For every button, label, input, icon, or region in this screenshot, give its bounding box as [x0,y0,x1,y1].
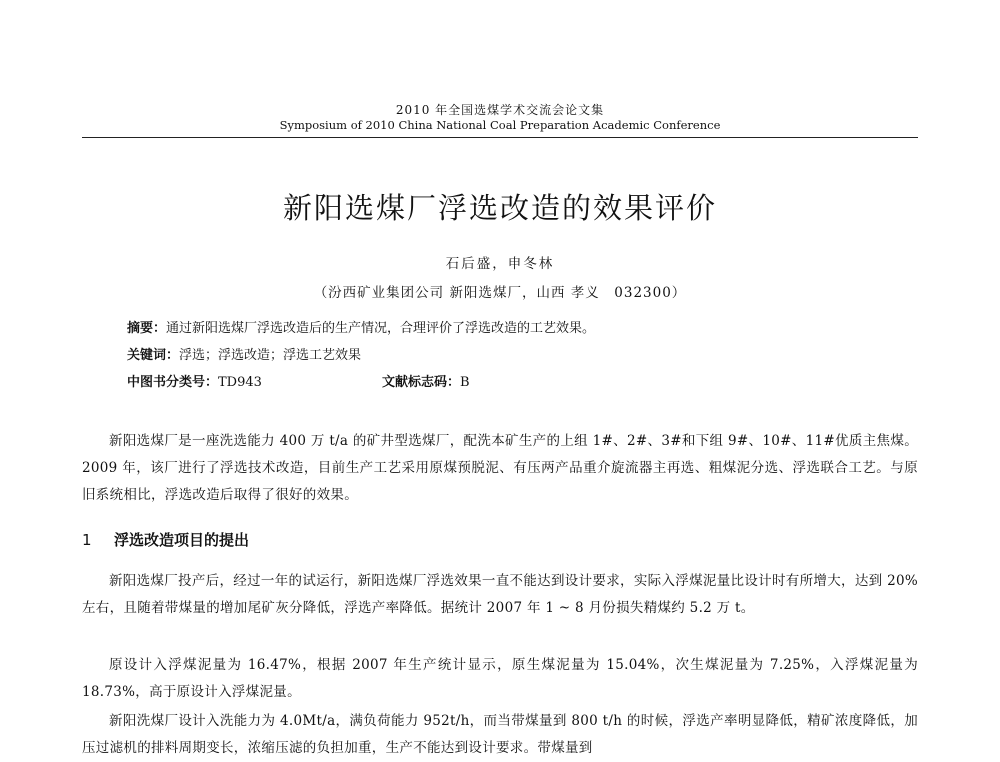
docmark-value: B [460,375,470,390]
running-header-english: Symposium of 2010 China National Coal Preparation Academic Conference [279,118,721,132]
paragraph-3: 新阳洗煤厂设计入洗能力为 4.0Mt/a，满负荷能力 952t/h，而当带煤量到 800 t/h 的时候，浮选产率明显降低，精矿浓度降低，加压过滤机的排料周期变长，浓缩压滤的负担加重，生产不能达到设计要求。带煤量到 [82,713,918,756]
keywords-line [127,347,361,365]
classification-line [127,374,470,392]
abstract-line [127,320,595,338]
keywords-label: 关键词： [127,348,180,363]
paragraph-2: 原设计入浮煤泥量为 16.47%，根据 2007 年生产统计显示，原生煤泥量为 15.04%，次生煤泥量为 7.25%，入浮煤泥量为 18.73%，高于原设计入浮煤泥量。 [82,657,918,700]
paper-title: 新阳选煤厂浮选改造的效果评价 [282,191,717,225]
document-code [382,374,470,392]
clc-label: 中图书分类号： [127,375,219,390]
section-1-number: 1 [82,531,92,549]
running-header-chinese: 2010 年全国选煤学术交流会论文集 [395,103,605,117]
running-header [0,103,1000,132]
abstract-label: 摘要： [127,321,167,336]
paper-affiliation: （汾西矿业集团公司 新阳选煤厂，山西 孝义 032300） [313,285,687,301]
docmark-label: 文献标志码： [382,375,461,390]
header-rule [82,137,918,138]
paragraph-1: 新阳选煤厂投产后，经过一年的试运行，新阳选煤厂浮选效果一直不能达到设计要求，实际入浮煤泥量比设计时有所增大，达到 20% 左右，且随着带煤量的增加尾矿灰分降低，浮选产率降低。据统计 2007 年 1 ~ 8 月份损失精煤约 5.2 万 t。 [82,573,918,616]
clc-value: TD943 [218,375,262,390]
section-1-title: 浮选改造项目的提出 [114,531,250,549]
keywords-text: 浮选；浮选改造；浮选工艺效果 [179,348,362,363]
abstract-text: 通过新阳选煤厂浮选改造后的生产情况，合理评价了浮选改造的工艺效果。 [166,321,596,336]
paper-authors: 石后盛，申冬林 [445,256,555,272]
intro-paragraph: 新阳选煤厂是一座洗选能力 400 万 t/a 的矿井型选煤厂，配洗本矿生产的上组 1#、2#、3#和下组 9#、10#、11#优质主焦煤。2009 年，该厂进行了浮选技术改造，目前生产工艺采用原煤预脱泥、有压两产品重介旋流器主再选、粗煤泥分选、浮选联合工艺。与原旧系统相比，浮选改造后取得了很好的效果。 [82,433,918,503]
section-1-heading [82,530,249,550]
